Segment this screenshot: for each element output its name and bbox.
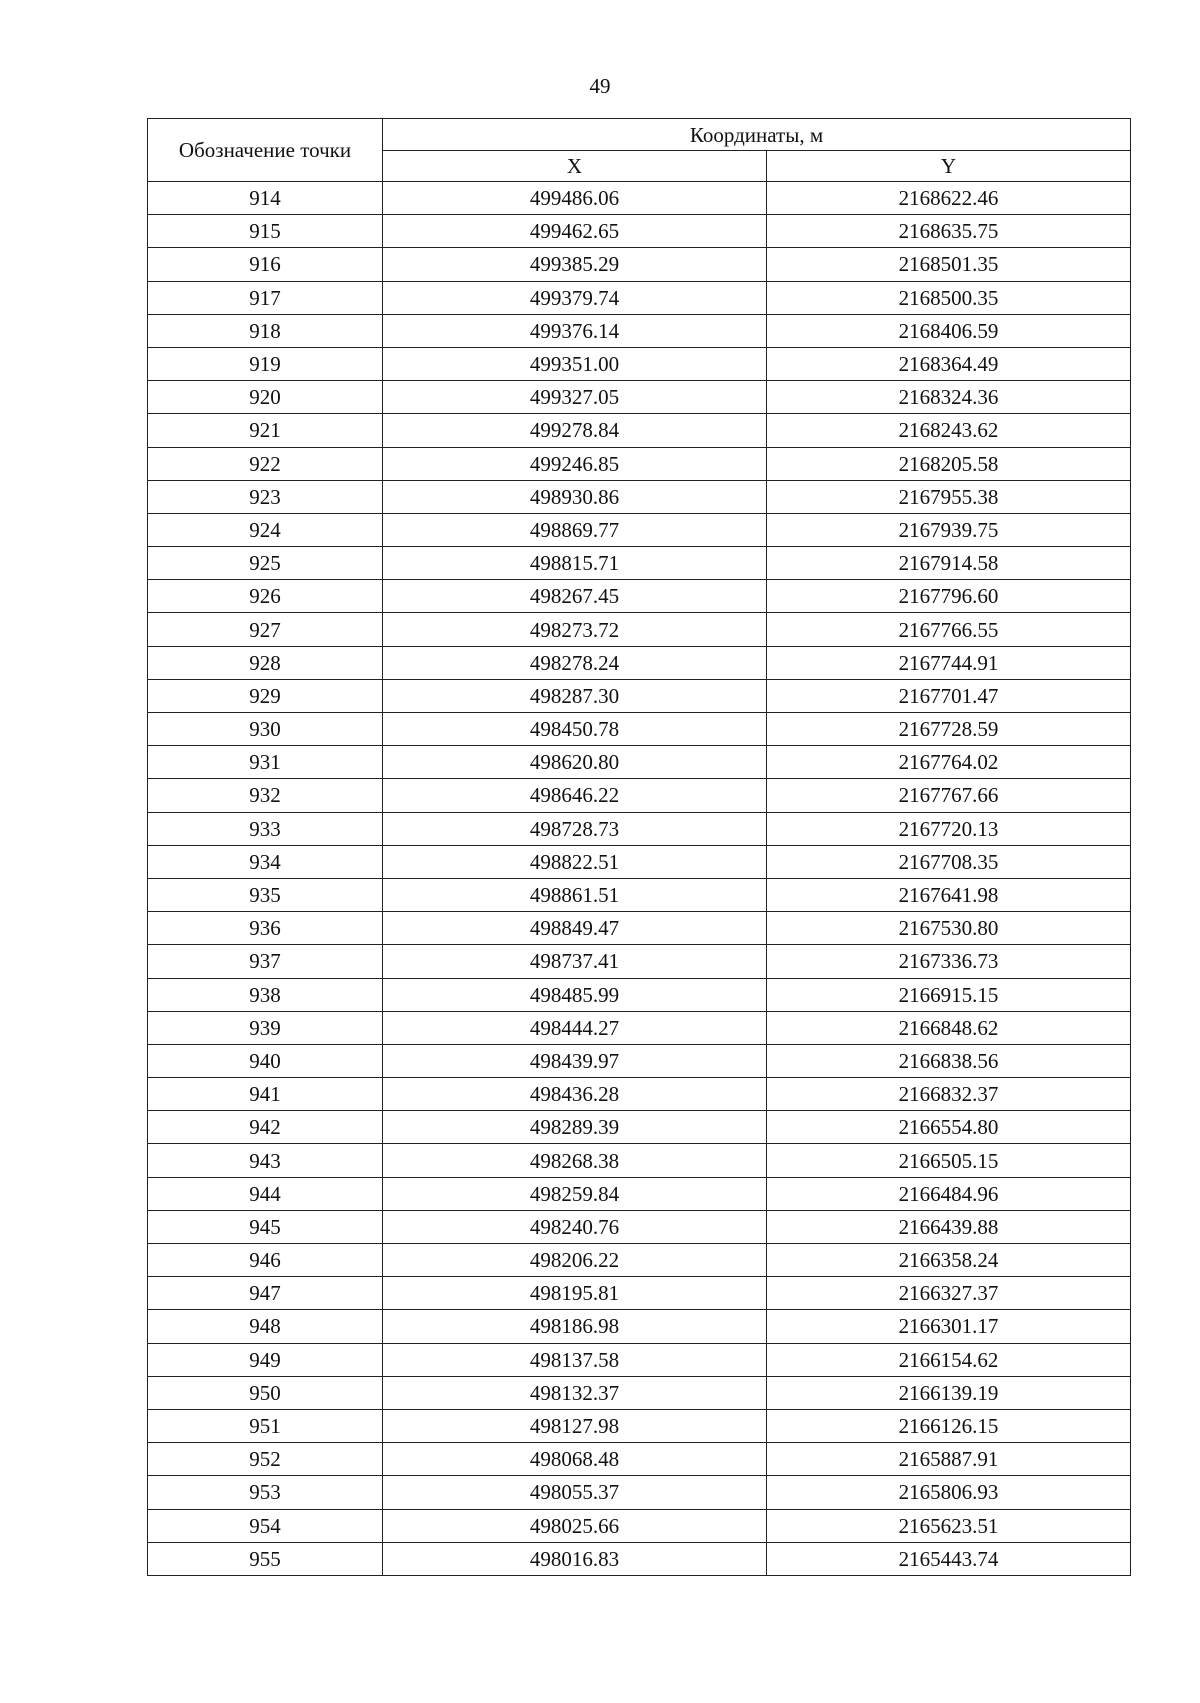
table-row xyxy=(148,580,1131,613)
table-row xyxy=(148,414,1131,447)
table-row xyxy=(148,679,1131,712)
x-coordinate-cell: 498815.71 xyxy=(383,547,767,580)
point-cell: 955 xyxy=(148,1542,383,1575)
x-coordinate-cell: 499385.29 xyxy=(383,248,767,281)
point-cell: 950 xyxy=(148,1376,383,1409)
table-row xyxy=(148,381,1131,414)
y-coordinate-cell: 2166838.56 xyxy=(767,1044,1131,1077)
y-coordinate-cell: 2166832.37 xyxy=(767,1078,1131,1111)
x-coordinate-cell: 499351.00 xyxy=(383,347,767,380)
y-coordinate-cell: 2168406.59 xyxy=(767,314,1131,347)
point-cell: 922 xyxy=(148,447,383,480)
x-coordinate-cell: 498259.84 xyxy=(383,1177,767,1210)
x-coordinate-cell: 498869.77 xyxy=(383,513,767,546)
table-row xyxy=(148,547,1131,580)
y-coordinate-cell: 2166358.24 xyxy=(767,1244,1131,1277)
x-coordinate-cell: 498289.39 xyxy=(383,1111,767,1144)
point-cell: 939 xyxy=(148,1011,383,1044)
table-row xyxy=(148,1542,1131,1575)
x-coordinate-cell: 499327.05 xyxy=(383,381,767,414)
x-coordinate-cell: 499376.14 xyxy=(383,314,767,347)
point-cell: 953 xyxy=(148,1476,383,1509)
point-cell: 942 xyxy=(148,1111,383,1144)
table-row xyxy=(148,1509,1131,1542)
table-row xyxy=(148,845,1131,878)
table-row xyxy=(148,779,1131,812)
table-row xyxy=(148,912,1131,945)
point-cell: 944 xyxy=(148,1177,383,1210)
table-row xyxy=(148,1409,1131,1442)
y-coordinate-cell: 2166139.19 xyxy=(767,1376,1131,1409)
x-coordinate-cell: 498930.86 xyxy=(383,480,767,513)
point-cell: 951 xyxy=(148,1409,383,1442)
point-cell: 940 xyxy=(148,1044,383,1077)
y-coordinate-cell: 2166915.15 xyxy=(767,978,1131,1011)
y-coordinate-cell: 2166126.15 xyxy=(767,1409,1131,1442)
header-row-top xyxy=(148,119,1131,151)
x-coordinate-cell: 498450.78 xyxy=(383,713,767,746)
table-row xyxy=(148,215,1131,248)
header-coordinates: Координаты, м xyxy=(383,119,1131,151)
point-cell: 919 xyxy=(148,347,383,380)
point-cell: 948 xyxy=(148,1310,383,1343)
point-cell: 941 xyxy=(148,1078,383,1111)
x-coordinate-cell: 499379.74 xyxy=(383,281,767,314)
y-coordinate-cell: 2168622.46 xyxy=(767,182,1131,215)
table-row xyxy=(148,1078,1131,1111)
x-coordinate-cell: 498267.45 xyxy=(383,580,767,613)
y-coordinate-cell: 2167720.13 xyxy=(767,812,1131,845)
y-coordinate-cell: 2168364.49 xyxy=(767,347,1131,380)
x-coordinate-cell: 498646.22 xyxy=(383,779,767,812)
x-coordinate-cell: 498620.80 xyxy=(383,746,767,779)
x-coordinate-cell: 499462.65 xyxy=(383,215,767,248)
table-row xyxy=(148,347,1131,380)
point-cell: 932 xyxy=(148,779,383,812)
x-coordinate-cell: 498025.66 xyxy=(383,1509,767,1542)
point-cell: 923 xyxy=(148,480,383,513)
y-coordinate-cell: 2167764.02 xyxy=(767,746,1131,779)
point-cell: 935 xyxy=(148,878,383,911)
x-coordinate-cell: 498278.24 xyxy=(383,646,767,679)
point-cell: 931 xyxy=(148,746,383,779)
point-cell: 945 xyxy=(148,1210,383,1243)
x-coordinate-cell: 498127.98 xyxy=(383,1409,767,1442)
table-row xyxy=(148,1144,1131,1177)
table-row xyxy=(148,945,1131,978)
table-body xyxy=(148,182,1131,1576)
point-cell: 934 xyxy=(148,845,383,878)
y-coordinate-cell: 2165623.51 xyxy=(767,1509,1131,1542)
table-row xyxy=(148,1376,1131,1409)
point-cell: 920 xyxy=(148,381,383,414)
table-row xyxy=(148,812,1131,845)
y-coordinate-cell: 2167766.55 xyxy=(767,613,1131,646)
point-cell: 914 xyxy=(148,182,383,215)
table-row xyxy=(148,314,1131,347)
x-coordinate-cell: 498240.76 xyxy=(383,1210,767,1243)
y-coordinate-cell: 2166327.37 xyxy=(767,1277,1131,1310)
y-coordinate-cell: 2167939.75 xyxy=(767,513,1131,546)
y-coordinate-cell: 2168205.58 xyxy=(767,447,1131,480)
point-cell: 943 xyxy=(148,1144,383,1177)
x-coordinate-cell: 498737.41 xyxy=(383,945,767,978)
x-coordinate-cell: 499278.84 xyxy=(383,414,767,447)
table-row xyxy=(148,713,1131,746)
y-coordinate-cell: 2167641.98 xyxy=(767,878,1131,911)
point-cell: 927 xyxy=(148,613,383,646)
x-coordinate-cell: 498444.27 xyxy=(383,1011,767,1044)
x-coordinate-cell: 498137.58 xyxy=(383,1343,767,1376)
table-row xyxy=(148,1343,1131,1376)
page-number: 49 xyxy=(589,74,611,98)
y-coordinate-cell: 2167708.35 xyxy=(767,845,1131,878)
y-coordinate-cell: 2165806.93 xyxy=(767,1476,1131,1509)
table-row xyxy=(148,248,1131,281)
y-coordinate-cell: 2168324.36 xyxy=(767,381,1131,414)
x-coordinate-cell: 498273.72 xyxy=(383,613,767,646)
y-coordinate-cell: 2167336.73 xyxy=(767,945,1131,978)
table-row xyxy=(148,1044,1131,1077)
point-cell: 930 xyxy=(148,713,383,746)
table-row xyxy=(148,646,1131,679)
x-coordinate-cell: 498016.83 xyxy=(383,1542,767,1575)
table-row xyxy=(148,978,1131,1011)
y-coordinate-cell: 2167955.38 xyxy=(767,480,1131,513)
x-coordinate-cell: 498728.73 xyxy=(383,812,767,845)
x-coordinate-cell: 498439.97 xyxy=(383,1044,767,1077)
table-row xyxy=(148,447,1131,480)
table-row xyxy=(148,1177,1131,1210)
point-cell: 954 xyxy=(148,1509,383,1542)
point-cell: 924 xyxy=(148,513,383,546)
table-row xyxy=(148,513,1131,546)
y-coordinate-cell: 2166505.15 xyxy=(767,1144,1131,1177)
y-coordinate-cell: 2168635.75 xyxy=(767,215,1131,248)
table-header xyxy=(148,119,1131,182)
x-coordinate-cell: 499486.06 xyxy=(383,182,767,215)
table-row xyxy=(148,1011,1131,1044)
table-row xyxy=(148,1244,1131,1277)
point-cell: 938 xyxy=(148,978,383,1011)
table-row xyxy=(148,1210,1131,1243)
x-coordinate-cell: 499246.85 xyxy=(383,447,767,480)
y-coordinate-cell: 2166848.62 xyxy=(767,1011,1131,1044)
point-cell: 936 xyxy=(148,912,383,945)
y-coordinate-cell: 2166301.17 xyxy=(767,1310,1131,1343)
point-cell: 937 xyxy=(148,945,383,978)
point-cell: 933 xyxy=(148,812,383,845)
x-coordinate-cell: 498287.30 xyxy=(383,679,767,712)
y-coordinate-cell: 2167767.66 xyxy=(767,779,1131,812)
x-coordinate-cell: 498436.28 xyxy=(383,1078,767,1111)
table-row xyxy=(148,613,1131,646)
y-coordinate-cell: 2168243.62 xyxy=(767,414,1131,447)
point-cell: 926 xyxy=(148,580,383,613)
x-coordinate-cell: 498206.22 xyxy=(383,1244,767,1277)
table-row xyxy=(148,1443,1131,1476)
header-point-designation: Обозначение точки xyxy=(148,119,383,182)
x-coordinate-cell: 498186.98 xyxy=(383,1310,767,1343)
x-coordinate-cell: 498849.47 xyxy=(383,912,767,945)
table-row xyxy=(148,878,1131,911)
y-coordinate-cell: 2166439.88 xyxy=(767,1210,1131,1243)
header-x: X xyxy=(383,151,767,182)
y-coordinate-cell: 2167796.60 xyxy=(767,580,1131,613)
point-cell: 947 xyxy=(148,1277,383,1310)
x-coordinate-cell: 498485.99 xyxy=(383,978,767,1011)
table-row xyxy=(148,746,1131,779)
point-cell: 915 xyxy=(148,215,383,248)
point-cell: 928 xyxy=(148,646,383,679)
y-coordinate-cell: 2167701.47 xyxy=(767,679,1131,712)
point-cell: 917 xyxy=(148,281,383,314)
point-cell: 929 xyxy=(148,679,383,712)
y-coordinate-cell: 2168501.35 xyxy=(767,248,1131,281)
table-row xyxy=(148,1277,1131,1310)
x-coordinate-cell: 498068.48 xyxy=(383,1443,767,1476)
y-coordinate-cell: 2166554.80 xyxy=(767,1111,1131,1144)
y-coordinate-cell: 2167530.80 xyxy=(767,912,1131,945)
x-coordinate-cell: 498195.81 xyxy=(383,1277,767,1310)
table-row xyxy=(148,1476,1131,1509)
y-coordinate-cell: 2165443.74 xyxy=(767,1542,1131,1575)
table-row xyxy=(148,1111,1131,1144)
point-cell: 916 xyxy=(148,248,383,281)
x-coordinate-cell: 498822.51 xyxy=(383,845,767,878)
point-cell: 925 xyxy=(148,547,383,580)
point-cell: 921 xyxy=(148,414,383,447)
table-row xyxy=(148,480,1131,513)
point-cell: 918 xyxy=(148,314,383,347)
point-cell: 946 xyxy=(148,1244,383,1277)
table-row xyxy=(148,281,1131,314)
x-coordinate-cell: 498861.51 xyxy=(383,878,767,911)
table-row xyxy=(148,182,1131,215)
coordinates-table xyxy=(147,118,1131,1576)
x-coordinate-cell: 498268.38 xyxy=(383,1144,767,1177)
y-coordinate-cell: 2168500.35 xyxy=(767,281,1131,314)
header-y: Y xyxy=(767,151,1131,182)
table-row xyxy=(148,1310,1131,1343)
y-coordinate-cell: 2167728.59 xyxy=(767,713,1131,746)
point-cell: 952 xyxy=(148,1443,383,1476)
point-cell: 949 xyxy=(148,1343,383,1376)
y-coordinate-cell: 2167914.58 xyxy=(767,547,1131,580)
x-coordinate-cell: 498132.37 xyxy=(383,1376,767,1409)
y-coordinate-cell: 2166484.96 xyxy=(767,1177,1131,1210)
y-coordinate-cell: 2166154.62 xyxy=(767,1343,1131,1376)
y-coordinate-cell: 2165887.91 xyxy=(767,1443,1131,1476)
x-coordinate-cell: 498055.37 xyxy=(383,1476,767,1509)
y-coordinate-cell: 2167744.91 xyxy=(767,646,1131,679)
